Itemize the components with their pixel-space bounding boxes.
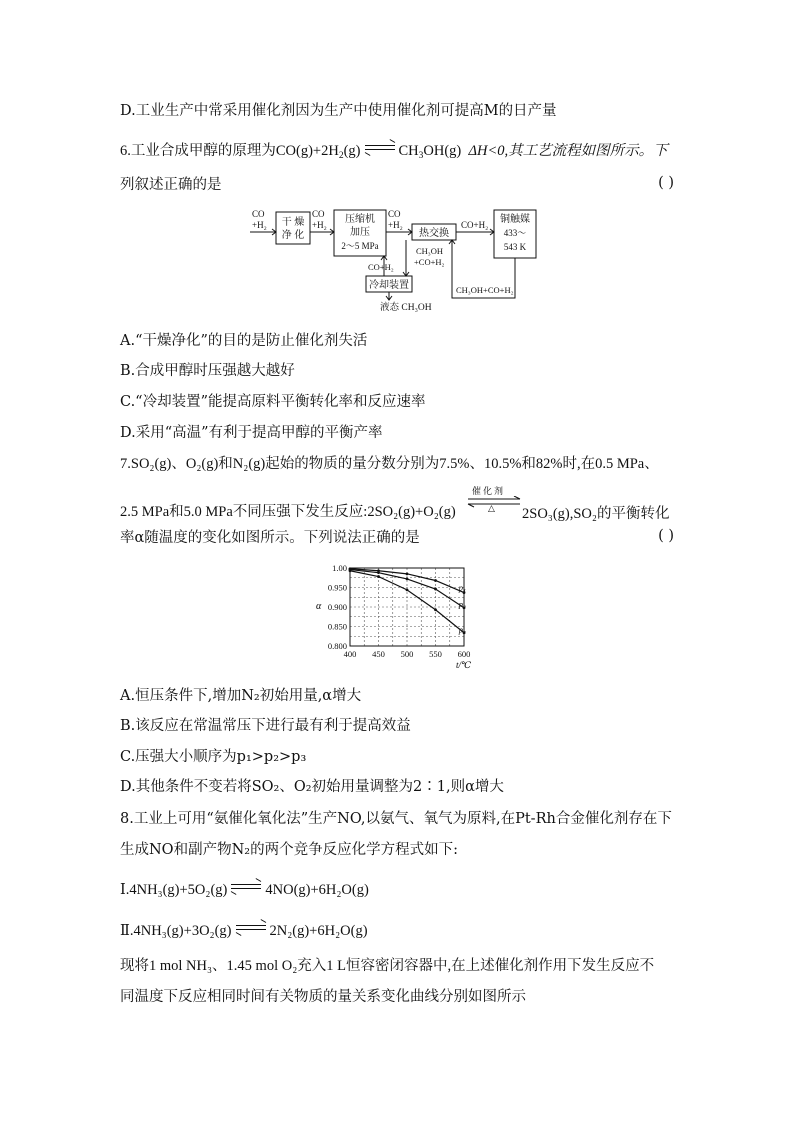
liquid-methanol-label: 液态 CH₃OH: [380, 303, 432, 313]
flow-feed2-label-2: +H₂: [388, 220, 403, 230]
series-point-1: [434, 579, 437, 582]
y-tick-label: 0.950: [327, 582, 347, 593]
series-label-1: p₁: [458, 582, 466, 593]
flow-feed1-label: CO: [312, 209, 325, 219]
equilibrium-arrow-icon: [365, 143, 395, 153]
x-tick-label: 400: [343, 649, 357, 659]
q6-stem-line1: 6.工业合成甲醇的原理为$CO(g)+2H_2(g)$ $CH_3OH(g)$ ΔH<0,其工艺流程如图所示。下: [120, 141, 676, 161]
q8-stem-line1: 8.工业上可用“氨催化氧化法”生产NO,以氨气、氧气为原料,在Pt-Rh合金催化剂存在下: [120, 811, 672, 827]
q8-r1-right: 4NO(g)+6H₂O(g): [265, 882, 369, 898]
q6-answer-paren: ( ): [658, 175, 674, 191]
series-label-2: p₂: [458, 598, 466, 609]
recycle-gas-label: CO+H₂: [368, 262, 394, 272]
q7-reaction-right: 2SO₃(g),SO₂的平衡转化: [522, 506, 670, 522]
x-tick-label: 600: [457, 649, 471, 659]
q7-answer-paren: ( ): [658, 528, 674, 544]
q6-stem-prefix: 6.工业合成甲醇的原理为CO(g)+2H: [120, 143, 339, 159]
q8-reaction-2: [120, 921, 676, 941]
outlet-gas-label: CH₃OH+CO+H₂: [456, 285, 514, 295]
catalyst-label-3: 543 K: [503, 242, 527, 252]
series-label-3: p₃: [458, 624, 466, 635]
q8-stem-line2: 生成NO和副产物N₂的两个竞争反应化学方程式如下:: [120, 842, 458, 858]
flow-feed1-label-2: +H₂: [312, 220, 327, 230]
x-tick-label: 500: [400, 649, 414, 659]
return-gas-label-1: CH₃OH: [416, 246, 444, 256]
q8-r2-right: 2N₂(g)+6H₂O(g): [269, 923, 368, 939]
q7-option-a: A.恒压条件下,增加N₂初始用量,α增大: [120, 688, 362, 704]
x-tick-label: 450: [372, 649, 385, 659]
q8-r1-left: Ⅰ.4NH₃(g)+5O₂(g): [120, 882, 228, 898]
y-tick-label: 0.900: [327, 602, 347, 612]
catalyst-label: 催化剂: [472, 487, 506, 497]
q6-product: CH: [398, 143, 419, 159]
x-tick-label: 550: [429, 649, 442, 659]
y-tick-label: 0.850: [327, 621, 347, 632]
q7-stem-line1: 7.SO₂(g)、O₂(g)和N₂(g)起始的物质的量分数分别为7.5%、10.5%和82%时,在0.5 MPa、: [120, 456, 659, 472]
catalyst-label-1: 铜触媒: [500, 214, 530, 225]
dry-purify-label-2: 净 化: [281, 230, 305, 241]
process-flow-diagram: [248, 204, 548, 316]
q8-stem-line3: 现将1 mol NH₃、1.45 mol O₂充入1 L恒容密闭容器中,在上述催化剂作用下发生反应不: [120, 958, 655, 974]
q6-stem-line2: 列叙述正确的是: [120, 177, 222, 193]
series-point-1: [406, 572, 409, 575]
catalyst-arrow: [466, 484, 522, 520]
flow-input-label-2: +H₂: [252, 220, 267, 230]
flow-input-label: CO: [252, 209, 265, 219]
compressor-label-2: 加压: [350, 227, 370, 238]
q6-stem-reactant-tail: (g): [343, 143, 361, 159]
q6-enthalpy: ΔH<0,其工艺流程如图所示。下: [468, 143, 668, 159]
q8-stem-line4: 同温度下反应相同时间有关物质的量关系变化曲线分别如图所示: [120, 989, 526, 1005]
compressor-label-3: 2～5 MPa: [341, 241, 379, 251]
series-point-3: [377, 575, 380, 578]
y-axis-label: α: [316, 601, 322, 612]
q6-option-a: A.“干燥净化”的目的是防止催化剂失活: [120, 333, 368, 349]
q8-r2-left: Ⅱ.4NH₃(g)+3O₂(g): [120, 923, 232, 939]
q7-option-d: D.其他条件不变若将SO₂、O₂初始用量调整为2∶1,则α增大: [120, 779, 504, 795]
conversion-chart: [308, 560, 488, 672]
flow-feed3-label: CO+H₂: [461, 220, 489, 230]
series-point-3: [434, 608, 437, 611]
heat-exchanger-label: 热交换: [419, 228, 449, 239]
q6-option-d: D.采用“高温”有利于提高甲醇的平衡产率: [120, 425, 383, 441]
q5-option-d: D.工业生产中常采用催化剂因为生产中使用催化剂可提高M的日产量: [120, 103, 557, 119]
catalyst-label-2: 433～: [503, 228, 527, 238]
y-tick-label: 1.00: [332, 563, 347, 573]
q6-product-tail: OH(g): [423, 143, 462, 159]
q8-reaction-1: [120, 880, 676, 900]
series-point-2: [434, 588, 437, 591]
q7-stem-line3: 率α随温度的变化如图所示。下列说法正确的是: [120, 530, 420, 546]
q7-reaction-left: 2.5 MPa和5.0 MPa不同压强下发生反应:2SO₂(g)+O₂(g): [120, 504, 456, 520]
compressor-label-1: 压缩机: [345, 214, 375, 225]
q7-option-c: C.压强大小顺序为p₁>p₂>p₃: [120, 749, 307, 765]
cooler-label: 冷却装置: [369, 280, 409, 291]
heat-label: △: [488, 504, 495, 514]
series-point-3: [349, 569, 352, 572]
flow-feed2-label: CO: [388, 209, 401, 219]
series-point-3: [406, 588, 409, 591]
series-point-2: [406, 578, 409, 581]
equilibrium-arrow-icon: [236, 923, 266, 933]
q7-option-b: B.该反应在常温常压下进行最有利于提高效益: [120, 718, 411, 734]
q6-option-c: C.“冷却装置”能提高原料平衡转化率和反应速率: [120, 394, 426, 410]
dry-purify-label-1: 干 燥: [281, 217, 305, 228]
q6-option-b: B.合成甲醇时压强越大越好: [120, 363, 295, 379]
x-axis-label: t/℃: [456, 660, 472, 670]
series-point-2: [377, 571, 380, 574]
y-tick-label: 0.800: [327, 641, 347, 651]
return-gas-label-2: +CO+H₂: [414, 257, 445, 267]
equilibrium-arrow-icon: [231, 882, 261, 892]
